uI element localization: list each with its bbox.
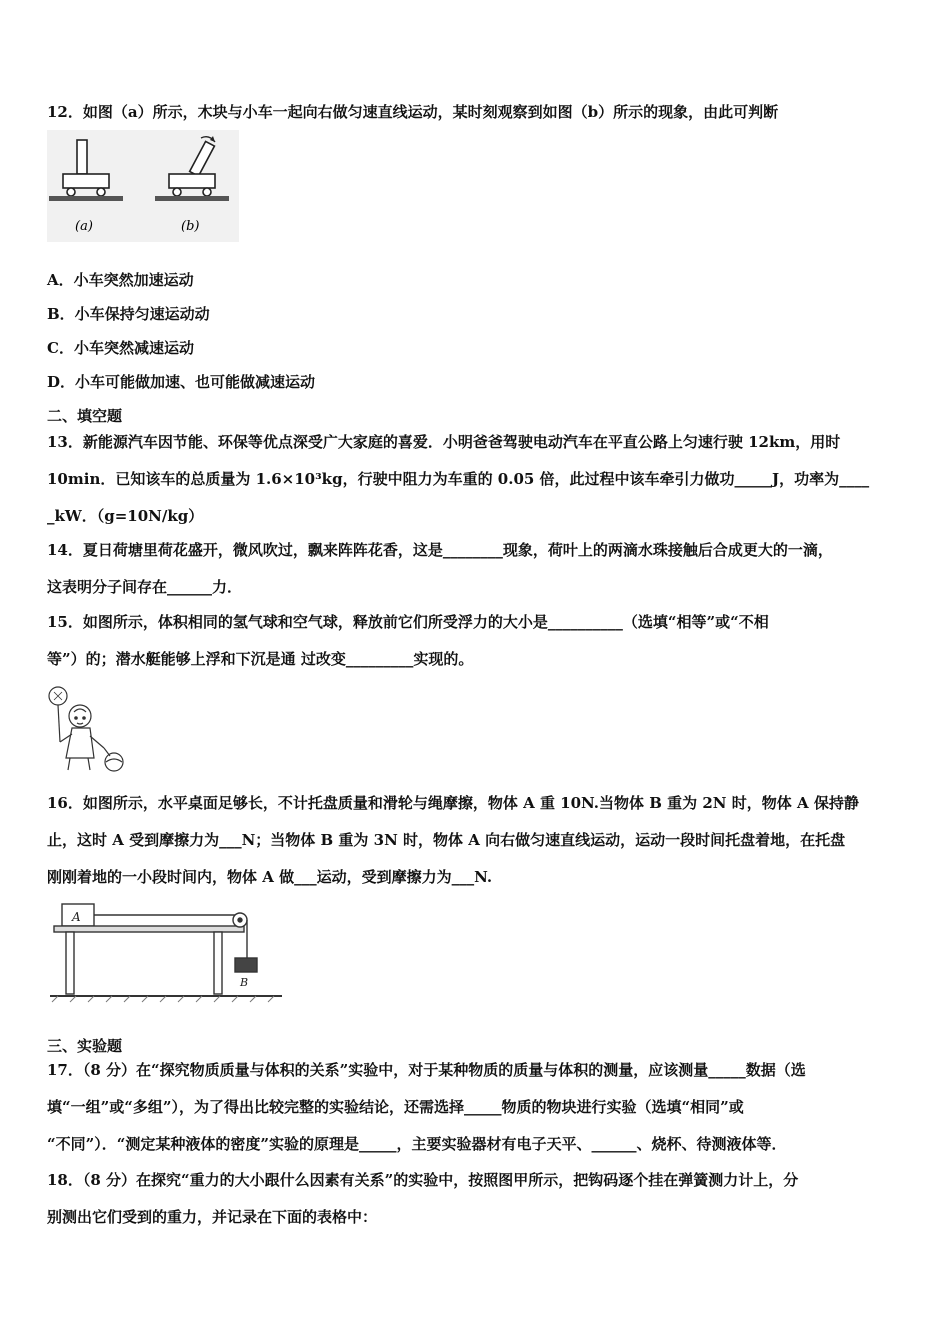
q14-line-1: 14．夏日荷塘里荷花盛开，微风吹过，飘来阵阵花香，这是________现象，荷叶上的两滴水珠接触后合成更大的一滴， — [47, 541, 833, 559]
fig-label-b: (b) — [181, 219, 200, 234]
q13-line-3: _kW．（g=10N/kg） — [47, 507, 204, 525]
q12-option-c: C．小车突然减速运动 — [47, 339, 194, 357]
q16-line-3: 刚刚着地的一小段时间内，物体 A 做___运动，受到摩擦力为___N. — [47, 868, 493, 886]
q15-balloon-figure — [44, 682, 130, 774]
q18-line-2: 别测出它们受到的重力，并记录在下面的表格中： — [47, 1208, 378, 1226]
q12-figure — [47, 130, 239, 242]
section-3-heading: 三、实验题 — [47, 1037, 123, 1055]
q16-table-pulley-figure — [50, 898, 284, 1006]
q16-line-2: 止，这时 A 受到摩擦力为___N；当物体 B 重为 3N 时，物体 A 向右做匀速直线运动，运动一段时间托盘着地，在托盘 — [47, 831, 846, 849]
q13-line-1: 13．新能源汽车因节能、环保等优点深受广大家庭的喜爱．小明爸爸驾驶电动汽车在平直公路上匀速行驶 12km，用时 — [47, 433, 841, 451]
q12-option-b: B．小车保持匀速运动动 — [47, 305, 210, 323]
q18-line-1: 18．（8 分）在探究“重力的大小跟什么因素有关系”的实验中，按照图甲所示，把钩码逐个挂在弹簧测力计上，分 — [47, 1171, 799, 1189]
q12-option-d: D．小车可能做加速、也可能做减速运动 — [47, 373, 316, 391]
q13-line-2: 10min．已知该车的总质量为 1.6×10³kg，行驶中阻力为车重的 0.05 倍，此过程中该车牵引力做功_____J，功率为____ — [47, 470, 870, 488]
q14-line-2: 这表明分子间存在______力． — [47, 578, 243, 596]
q15-line-1: 15．如图所示，体积相同的氢气球和空气球，释放前它们所受浮力的大小是__________（选填“相等”或“不相 — [47, 613, 769, 631]
label-b: B — [240, 976, 249, 989]
q17-line-3: “不同”）．“测定某种液体的密度”实验的原理是_____，主要实验器材有电子天平、______、烧杯、待测液体等． — [47, 1135, 787, 1153]
label-a: A — [72, 910, 81, 924]
q12-option-a: A．小车突然加速运动 — [47, 271, 194, 289]
q15-line-2: 等”）的；潜水艇能够上浮和下沉是通 过改变_________实现的。 — [47, 650, 474, 668]
section-2-heading: 二、填空题 — [47, 407, 123, 425]
q17-line-2: 填“一组”或“多组”），为了得出比较完整的实验结论，还需选择_____物质的物块进行实验（选填“相同”或 — [47, 1098, 744, 1116]
q17-line-1: 17．（8 分）在“探究物质质量与体积的关系”实验中，对于某种物质的质量与体积的测量，应该测量_____数据（选 — [47, 1061, 806, 1079]
q16-line-1: 16．如图所示，水平桌面足够长，不计托盘质量和滑轮与绳摩擦，物体 A 重 10N.当物体 B 重为 2N 时，物体 A 保持静 — [47, 794, 859, 812]
q12-stem: 12．如图（a）所示，木块与小车一起向右做匀速直线运动，某时刻观察到如图（b）所示的现象，由此可判断 — [47, 103, 779, 121]
fig-label-a: (a) — [75, 219, 93, 234]
